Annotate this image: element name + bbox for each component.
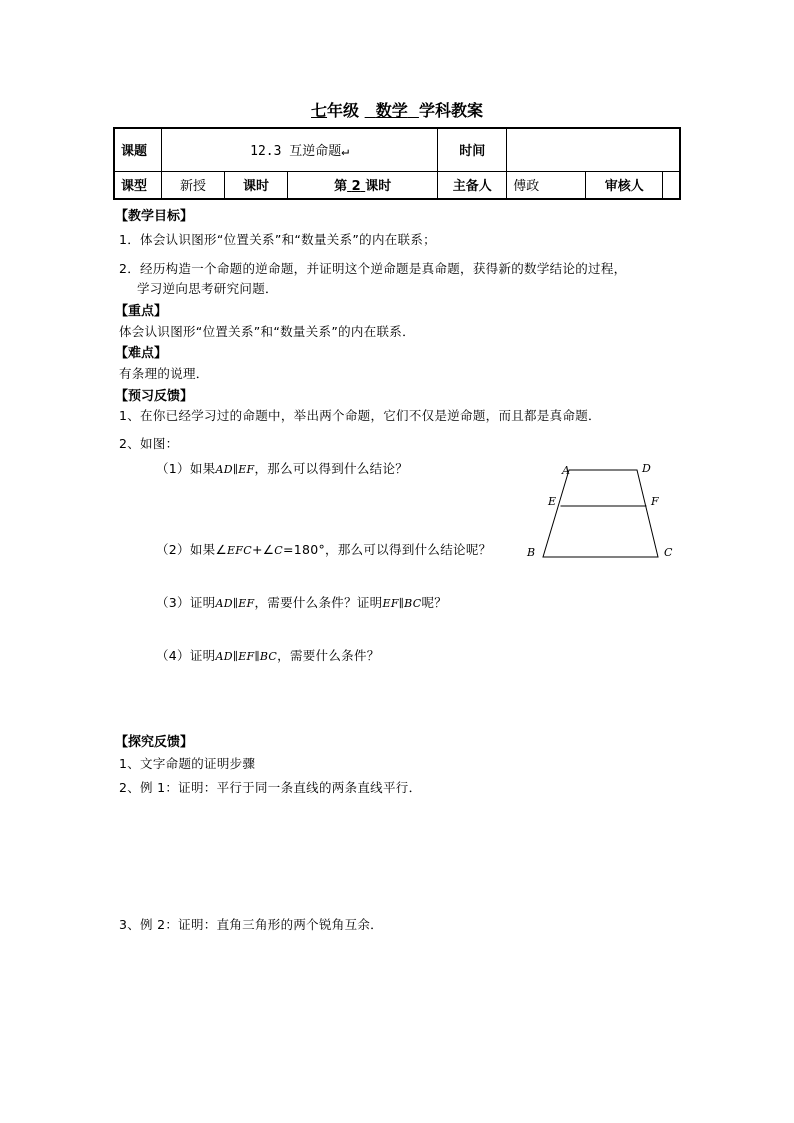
label-a: A [562,464,570,477]
type-value: 新授 [162,171,225,199]
preparer-label: 主备人 [438,171,507,199]
page-title [0,98,794,121]
goal-2-line2: 学习逆向思考研究问题． [137,281,278,296]
explore-title: 【探究反馈】 [115,735,194,750]
trapezoid-figure [520,458,680,564]
topic-label: 课题 [114,128,162,171]
difficulty-title: 【难点】 [115,346,168,361]
reviewer-value [663,171,680,199]
type-label: 课型 [114,171,162,199]
lesson-header-table [113,127,681,200]
time-label: 时间 [438,128,507,171]
preview-item-2: 2、如图： [119,436,179,451]
preparer-value: 傅政 [507,171,586,199]
preview-title: 【预习反馈】 [115,389,194,404]
key-text: 体会认识图形“位置关系”和“数量关系”的内在联系． [119,324,415,339]
preview-item-1: 1、在你已经学习过的命题中，举出两个命题，它们不仅是逆命题，而且都是真命题． [119,408,601,423]
difficulty-text: 有条理的说理． [119,366,209,381]
goals-title: 【教学目标】 [115,209,194,224]
goal-2-line1: 2．经历构造一个命题的逆命题，并证明这个逆命题是真命题，获得新的数学结论的过程， [119,261,627,276]
time-value [507,128,680,171]
label-c: C [664,546,673,559]
period-value: 第 2 课时 [288,171,438,199]
question-2: （2）如果∠EFC+∠C=180°，那么可以得到什么结论呢？ [156,542,492,557]
question-4: （4）证明AD∥EF∥BC，需要什么条件？ [156,648,380,663]
explore-item-3: 3、例 2：证明：直角三角形的两个锐角互余． [119,917,383,932]
question-3: （3）证明AD∥EF，需要什么条件？证明EF∥BC呢？ [156,595,448,610]
goal-1: 1．体会认识图形“位置关系”和“数量关系”的内在联系； [119,232,436,247]
label-d: D [642,462,651,475]
label-f: F [651,495,659,508]
title-suffix: 学科教案 [418,101,483,120]
label-b: B [527,546,536,559]
question-1: （1）如果AD∥EF，那么可以得到什么结论？ [156,461,409,476]
trapezoid-outline [543,470,658,557]
explore-item-1: 1、文字命题的证明步骤 [119,756,256,771]
period-label: 课时 [225,171,288,199]
label-e: E [548,495,557,508]
explore-item-2: 2、例 1：证明：平行于同一条直线的两条直线平行． [119,780,422,795]
topic-value: 12.3 互逆命题↵ [162,128,438,171]
grade: 七 [311,101,328,120]
key-title: 【重点】 [115,304,168,319]
subject: 数学 [375,101,408,120]
grade-suffix: 年级 [327,101,360,120]
reviewer-label: 审核人 [586,171,663,199]
